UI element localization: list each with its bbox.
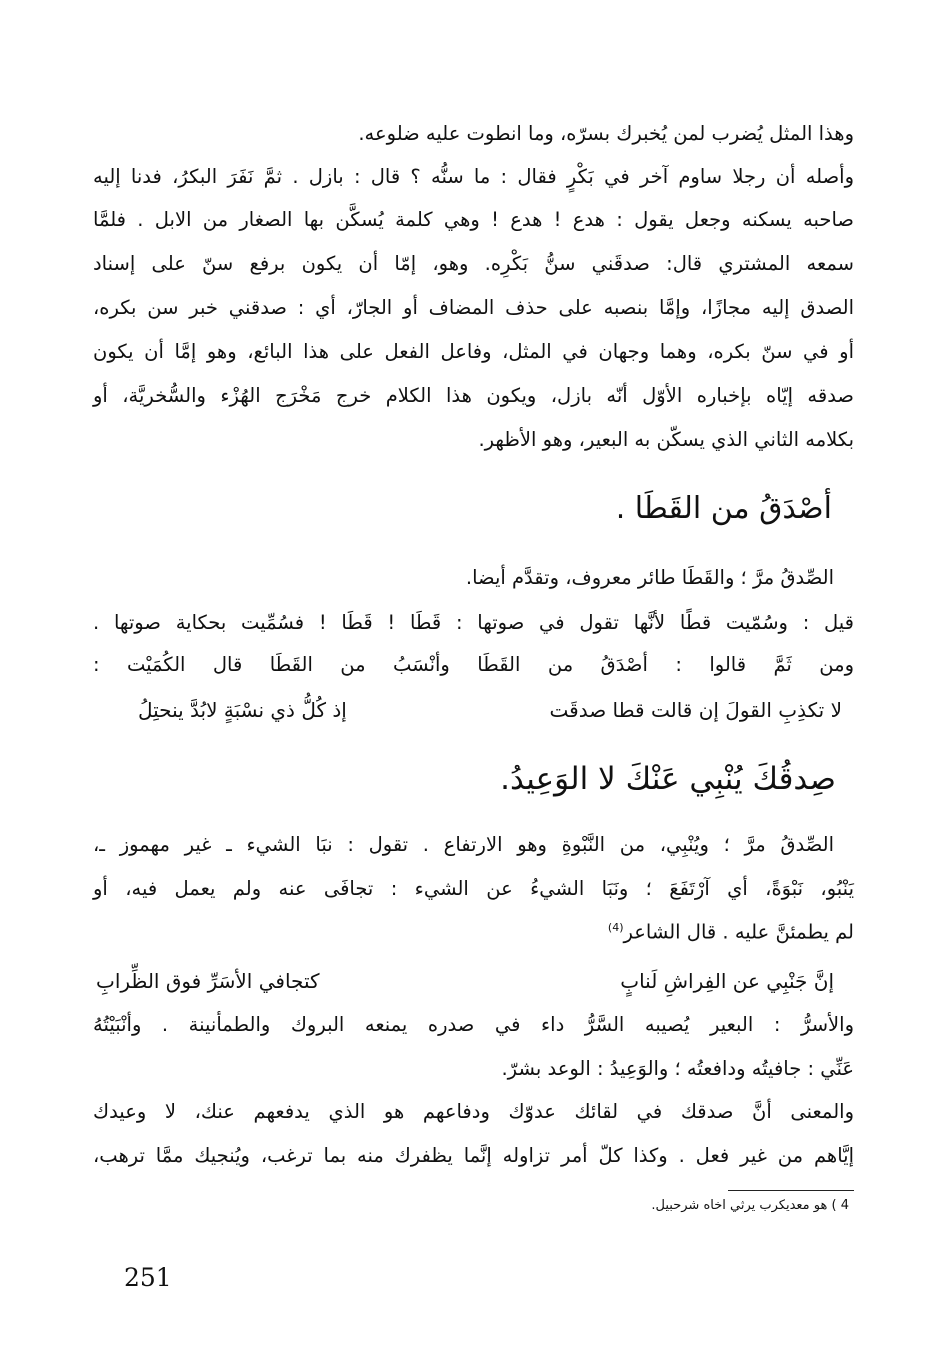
verse-first-hemistich: لا تكذِبِ القولَ إن قالت قطا صدقَت <box>549 698 842 722</box>
text-line: عَنِّي : جافيتُه ودافعتُه ؛ والوَعِيدُ : الوعد بشرّ. <box>501 1057 854 1080</box>
text-span: لم يطمئنَّ عليه . قال الشاعر <box>623 920 854 944</box>
text-line: وهذا المثل يُضرب لمن يُخبرك بسرّه، وما انطوت عليه ضلوعه. <box>358 122 854 145</box>
text-line: صاحبه يسكنه وجعل يقول : هدع ! هدع ! وهي كلمة يُسكَّن بها الصغار من الابل . فلمَّا <box>93 208 854 231</box>
verse-first-hemistich: إنَّ جَنْبِي عن الفِراشِ لَنابٍ <box>620 969 834 993</box>
footnote-marker: 4 ) <box>831 1198 849 1213</box>
text-line: الصِّدقُ مرَّ ؛ والقَطَا طائر معروف، وتقدَّم أيضا. <box>465 566 834 589</box>
text-line: أو في سنّ بكره، وهما وجهان في المثل، وفاعل الفعل على هذا البائع، وهو إمَّا أن يكون <box>93 340 854 363</box>
proverb-heading: صِدقُكَ يُنْبِي عَنْكَ لا الوَعِيدُ. <box>500 761 836 797</box>
text-line: إيَّاهم من غير فعل . وكذا كلّ أمر تزاوله إنَّما يظفرك منه بما ترغب، ويُنجيك ممَّا ترهب، <box>93 1144 854 1167</box>
footnote-reference: (4) <box>607 921 624 934</box>
verse-second-hemistich: إذ كُلُّ ذي نسْبَةٍ لابُدَّ ينحتِلُ <box>138 698 347 722</box>
text-line: ومن ثَمَّ قالوا : أصْدَقُ من القَطَا وأنْسَبُ من القَطَا قال الكُمَيْت : <box>93 653 854 676</box>
footnote-rule <box>728 1190 854 1191</box>
text-line: يَنْبُو، نَبْوَةً، أي آرْتَفَعَ ؛ ونَبَا الشيءُ عن الشيء : تجافَى عنه ولم يعمل فيه، أو <box>93 877 854 900</box>
footnote <box>651 1199 849 1212</box>
text-line: الصدق إليه مجازًا، وإمَّا بنصبه على حذف المضاف أو الجارّ، أي : صدقني خبر سن بكره، <box>93 296 854 319</box>
page-number: 251 <box>124 1263 172 1292</box>
text-line: والأسرُّ : البعير يُصيبه السَّرُّ داء في صدره يمنعه البروك والطمأنينة . وأنْبَيْتُهُ <box>93 1013 854 1036</box>
text-line: قيل : وسُمّيت قطًا لأنَّها تقول في صوتها : قَطَا ! قَطَا ! فسُمِّيت بحكاية صوتها . <box>93 611 854 634</box>
text-line: بكلامه الثاني الذي يسكّن به البعير، وهو الأظهر. <box>478 428 854 451</box>
proverb-heading: أصْدَقُ من القَطَا . <box>615 491 832 526</box>
text-line: والمعنى أنَّ صدقك في لقائك عدوّك ودفاعهم هو الذي يدفعهم عنك، لا وعيدك <box>93 1100 854 1123</box>
verse-second-hemistich: كتجافي الأسَرِّ فوق الظِّرابِ <box>96 969 320 993</box>
text-line: وأصله أن رجلا ساوم آخر في بَكْرٍ فقال : ما سنُّه ؟ قال : بازل . ثمَّ نَفَرَ البكرُ، فدنا إليه <box>93 165 854 188</box>
text-line <box>160 922 854 942</box>
text-line: سمعه المشتري قال: صدقَني سنُّ بَكْرِه. وهو، إمّا أن يكون برفع سنّ على إسناد <box>93 252 854 275</box>
text-line: الصِّدقُ مرَّ ؛ ويُنْبِي، من النَّبْوةِ وهو الارتفاع . تقول : نبَا الشيء ـ غير مهموز ـ، <box>93 833 834 856</box>
text-line: صدقه إيّاه بإخباره الأوّل أنّه بازل، ويكون هذا الكلام خرج مَخْرَج الهُزْء والسُّخريَّة، أو <box>93 384 854 407</box>
footnote-text: هو معديكرب يرثي اخاه شرحبيل. <box>651 1198 828 1213</box>
